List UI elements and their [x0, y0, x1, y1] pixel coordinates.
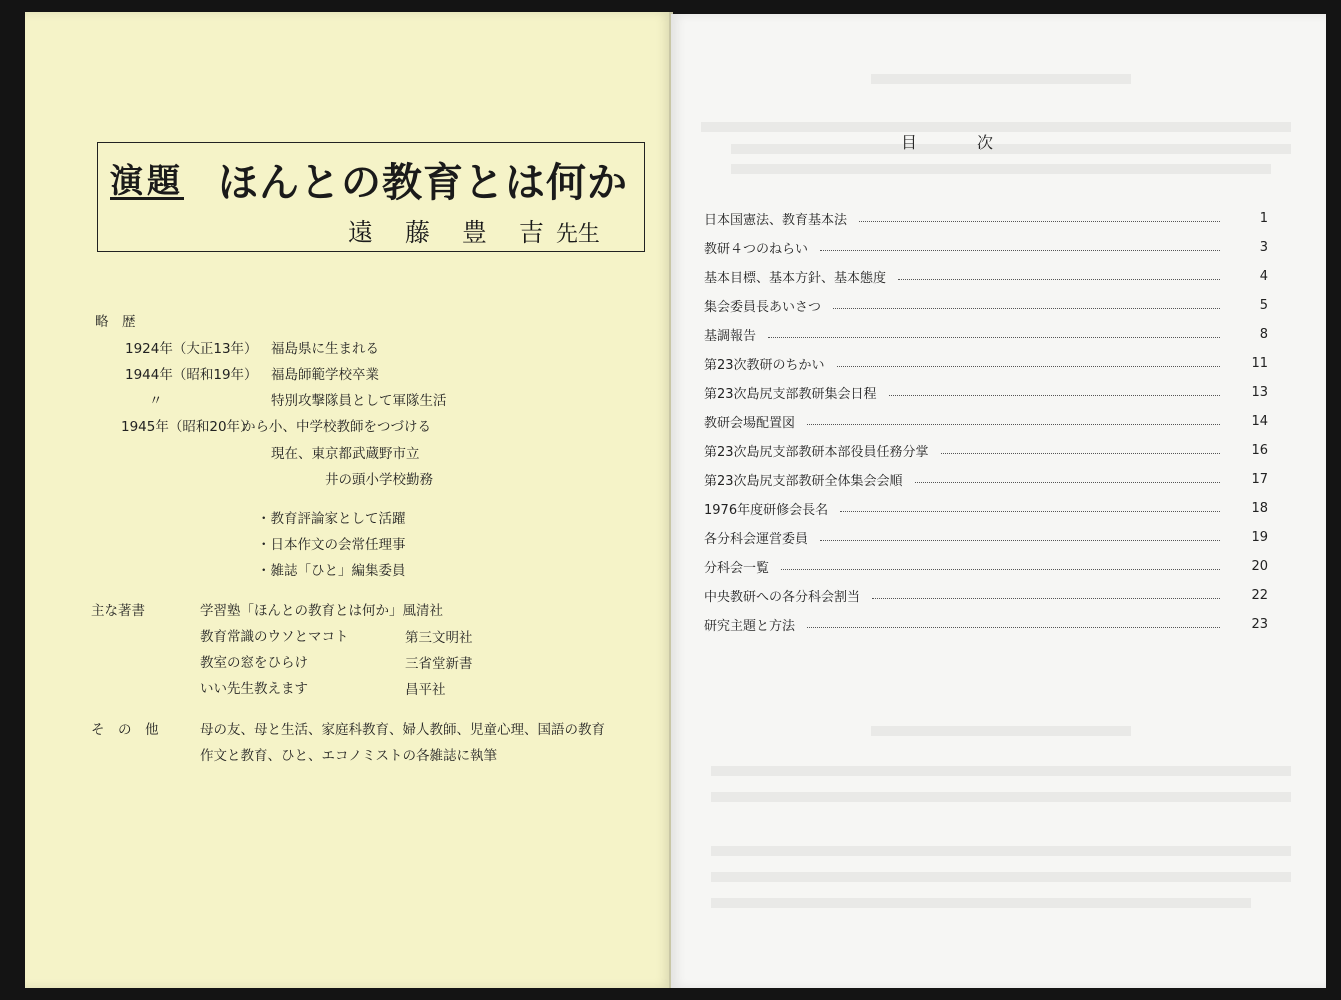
activity-item: ・雑誌「ひと」編集委員 [257, 563, 406, 579]
toc-item [704, 324, 1268, 344]
toc-item-title: 日本国憲法、教育基本法 [704, 212, 848, 228]
toc-leader-dots [820, 250, 1220, 251]
activity-item: ・日本作文の会常任理事 [257, 537, 406, 553]
bleed-through-line [711, 898, 1251, 908]
left-page [25, 12, 671, 988]
toc-item-page: 23 [1251, 616, 1268, 632]
book-publisher: 三省堂新書 [405, 656, 473, 672]
activity-item: ・教育評論家として活躍 [257, 511, 406, 527]
toc-item [704, 266, 1268, 286]
bio-text: 特別攻撃隊員として軍隊生活 [271, 393, 447, 409]
bleed-through-line [711, 872, 1291, 882]
toc-item-page: 18 [1251, 500, 1268, 516]
toc-item-title: 基本目標、基本方針、基本態度 [704, 270, 887, 286]
biography-heading: 略 歴 [95, 314, 136, 330]
toc-item [704, 527, 1268, 547]
bleed-through-line [711, 792, 1291, 802]
toc-item-page: 13 [1251, 384, 1268, 400]
book-title: 学習塾「ほんとの教育とは何か」風清社 [200, 603, 443, 619]
toc-item-title: 教研４つのねらい [704, 241, 809, 257]
other-heading: そ の 他 [91, 722, 159, 738]
toc-item-page: 17 [1251, 471, 1268, 487]
toc-leader-dots [807, 424, 1220, 425]
toc-item [704, 556, 1268, 576]
toc-item-page: 1 [1259, 210, 1268, 226]
bleed-through-line [711, 846, 1291, 856]
bio-year: 〃 [149, 393, 163, 409]
toc-item-page: 3 [1259, 239, 1268, 255]
bio-text: 井の頭小学校勤務 [325, 472, 433, 488]
toc-item-page: 5 [1259, 297, 1268, 313]
toc-item-title: 分科会一覧 [704, 560, 770, 576]
lecture-label: 演題 [110, 161, 184, 200]
toc-leader-dots [859, 221, 1220, 222]
toc-item-page: 14 [1251, 413, 1268, 429]
other-line: 母の友、母と生活、家庭科教育、婦人教師、児童心理、国語の教育 [200, 722, 605, 738]
toc-item [704, 411, 1268, 431]
book-title: 教室の窓をひらけ [200, 655, 308, 671]
toc-item-page: 22 [1251, 587, 1268, 603]
toc-leader-dots [837, 366, 1220, 367]
books-heading: 主な著書 [91, 603, 145, 619]
toc-item-page: 16 [1251, 442, 1268, 458]
lecture-title-box [97, 142, 645, 252]
speaker-name: 遠 藤 豊 吉 [348, 218, 556, 247]
toc-leader-dots [820, 540, 1220, 541]
bio-year: 1944年（昭和19年） [125, 367, 258, 383]
toc-item-title: 第23次島尻支部教研集会日程 [704, 386, 877, 402]
toc-leader-dots [898, 279, 1220, 280]
bio-text: 福島県に生まれる [271, 341, 379, 357]
toc-item-title: 第23次教研のちかい [704, 357, 825, 373]
toc-leader-dots [768, 337, 1220, 338]
toc-item [704, 614, 1268, 634]
toc-item [704, 585, 1268, 605]
toc-leader-dots [840, 511, 1220, 512]
toc-item-title: 第23次島尻支部教研本部役員任務分掌 [704, 444, 929, 460]
book-title: 教育常識のウソとマコト [200, 629, 349, 645]
bleed-through-line [871, 726, 1131, 736]
bio-year: 1924年（大正13年） [125, 341, 258, 357]
bio-year: 1945年（昭和20年） [121, 419, 254, 435]
toc-item-page: 19 [1251, 529, 1268, 545]
toc-leader-dots [915, 482, 1220, 483]
toc-item-title: 研究主題と方法 [704, 618, 796, 634]
toc-leader-dots [889, 395, 1220, 396]
toc-leader-dots [807, 627, 1220, 628]
speaker [348, 213, 600, 249]
book-title: いい先生教えます [200, 681, 308, 697]
toc-item-title: 教研会場配置図 [704, 415, 796, 431]
toc-item-page: 4 [1259, 268, 1268, 284]
toc-heading: 目次 [901, 133, 1054, 152]
toc-leader-dots [833, 308, 1220, 309]
toc-item-title: 中央教研への各分科会割当 [704, 589, 861, 605]
right-page [671, 14, 1326, 988]
other-line: 作文と教育、ひと、エコノミストの各雑誌に執筆 [200, 748, 497, 764]
toc-leader-dots [872, 598, 1220, 599]
toc-item [704, 469, 1268, 489]
toc-item-page: 20 [1251, 558, 1268, 574]
bleed-through-line [871, 74, 1131, 84]
speaker-suffix: 先生 [555, 222, 600, 247]
toc-item-page: 11 [1251, 355, 1268, 371]
toc-item-title: 1976年度研修会長名 [704, 502, 829, 518]
toc-item [704, 382, 1268, 402]
toc-item-title: 各分科会運営委員 [704, 531, 809, 547]
bleed-through-line [711, 766, 1291, 776]
toc-item [704, 440, 1268, 460]
toc-item [704, 353, 1268, 373]
toc-item [704, 237, 1268, 257]
bio-text: 現在、東京都武蔵野市立 [271, 446, 420, 462]
bio-text: から小、中学校教師をつづける [242, 419, 431, 435]
toc-item-page: 8 [1259, 326, 1268, 342]
book-publisher: 第三文明社 [405, 630, 473, 646]
toc-item [704, 498, 1268, 518]
toc-item-title: 集会委員長あいさつ [704, 299, 822, 315]
toc-item-title: 基調報告 [704, 328, 757, 344]
book-publisher: 昌平社 [405, 682, 446, 698]
toc-leader-dots [941, 453, 1220, 454]
toc-item [704, 208, 1268, 228]
toc-item [704, 295, 1268, 315]
toc-item-title: 第23次島尻支部教研全体集会会順 [704, 473, 903, 489]
bleed-through-line [731, 164, 1271, 174]
toc-leader-dots [781, 569, 1220, 570]
lecture-title: ほんとの教育とは何か [218, 159, 628, 206]
bio-text: 福島師範学校卒業 [271, 367, 379, 383]
